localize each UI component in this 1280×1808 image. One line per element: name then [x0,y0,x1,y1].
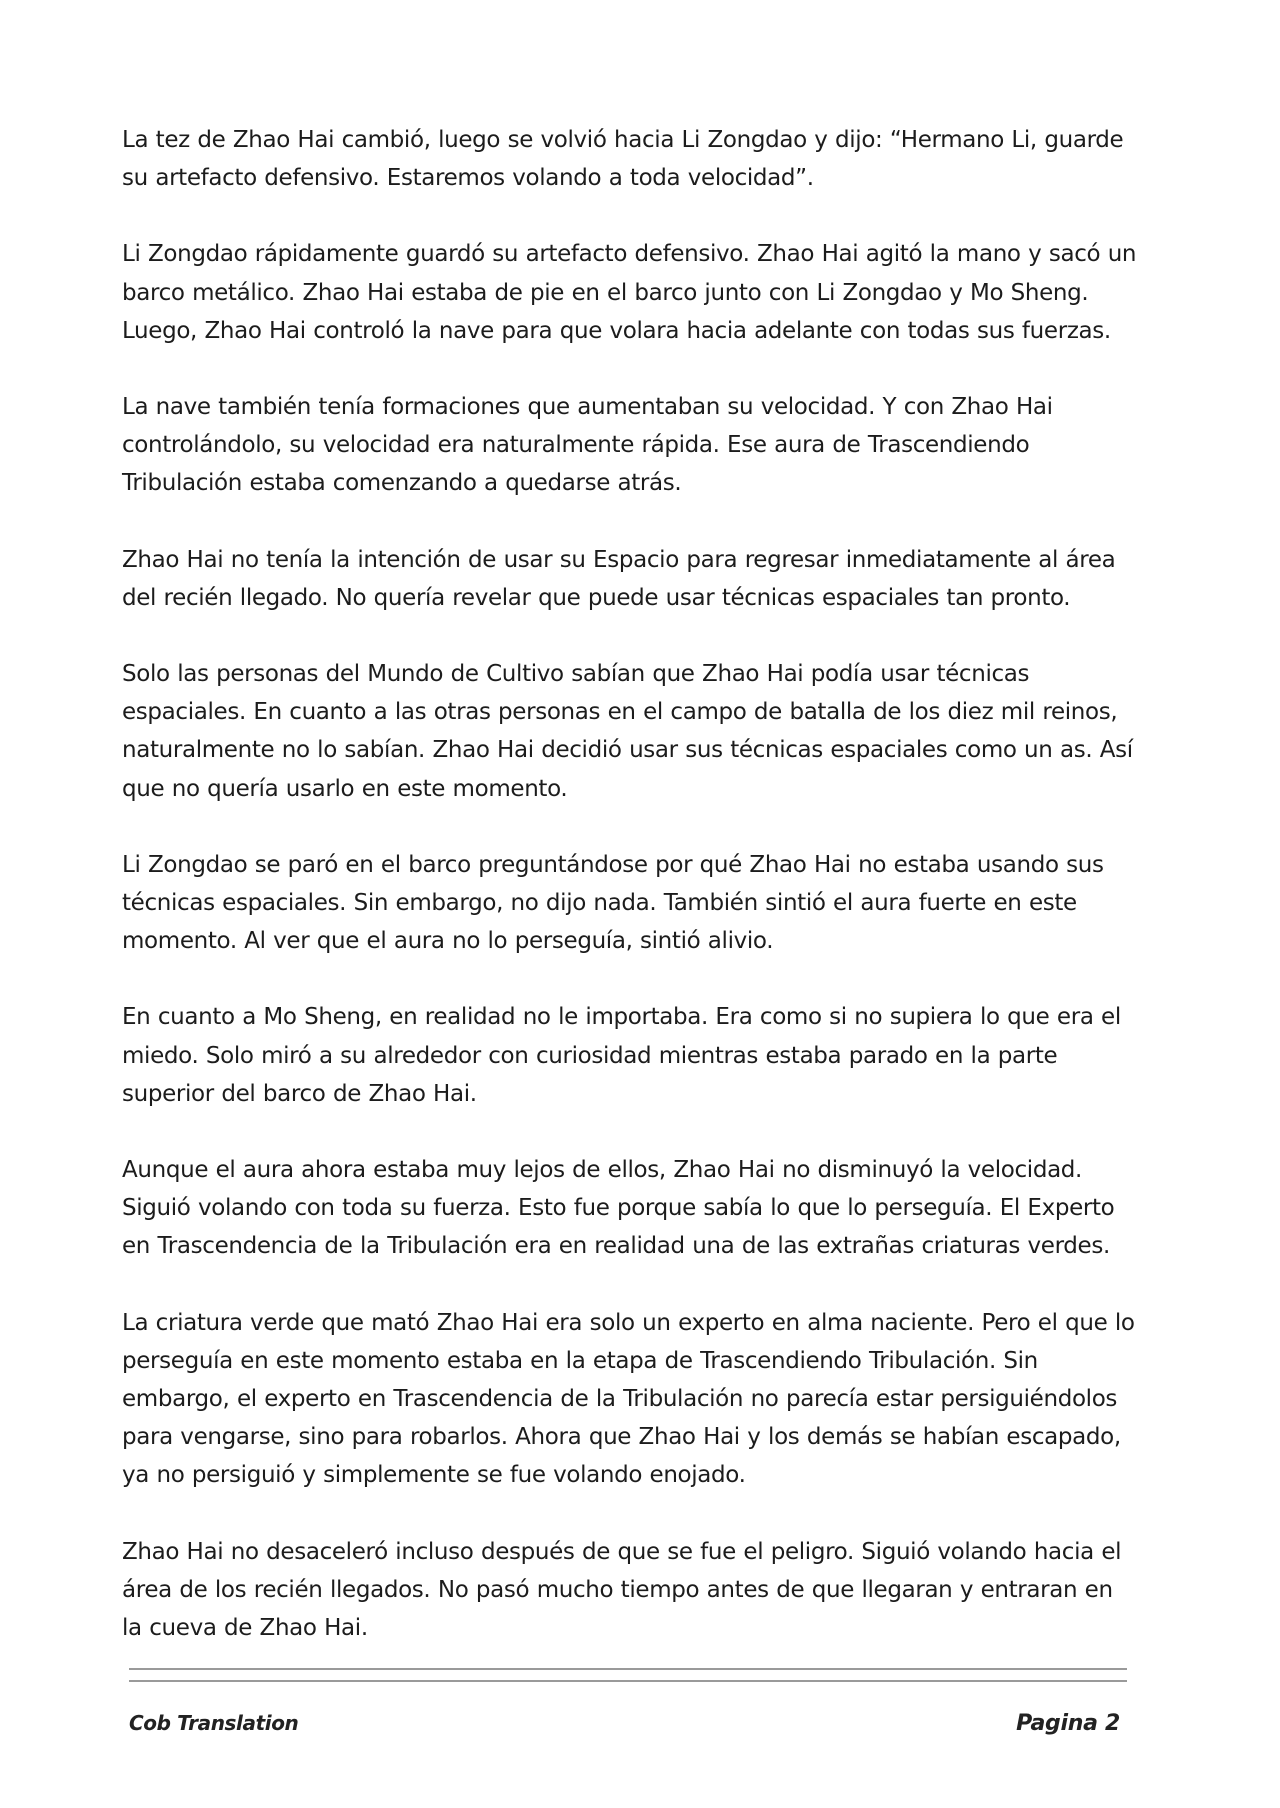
footer-translator-credit: Cob Translation [129,1711,299,1735]
paragraph: La nave también tenía formaciones que aumentaban su velocidad. Y con Zhao Hai controlándolo, su velocidad era naturalmente rápida. Ese aura de Trascendiendo Tribulación estaba comenzando a quedarse atrás. [122,394,1053,497]
footer-divider-top [129,1668,1127,1670]
paragraph: La criatura verde que mató Zhao Hai era solo un experto en alma naciente. Pero el que lo perseguía en este momento estaba en la etapa de Trascendiendo Tribulación. Sin embargo, el experto en Trascendencia de la Tribulación no parecía estar persiguiéndolos para vengarse, sino para robarlos. Ahora que Zhao Hai y los demás se habían escapado, ya no persiguió y simplemente se fue volando enojado. [122,1309,1135,1489]
paragraph: Aunque el aura ahora estaba muy lejos de ellos, Zhao Hai no disminuyó la velocidad. Siguió volando con toda su fuerza. Esto fue porque sabía lo que lo perseguía. El Experto en Trascendencia de la Tribulación era en realidad una de las extrañas criaturas verdes. [122,1157,1115,1260]
paragraph: Li Zongdao se paró en el barco preguntándose por qué Zhao Hai no estaba usando sus técnicas espaciales. Sin embargo, no dijo nada. También sintió el aura fuerte en este momento. Al ver que el aura no lo perseguía, sintió alivio. [122,851,1104,955]
paragraph: Li Zongdao rápidamente guardó su artefacto defensivo. Zhao Hai agitó la mano y sacó un barco metálico. Zhao Hai estaba de pie en el barco junto con Li Zongdao y Mo Sheng. Luego, Zhao Hai controló la nave para que volara hacia adelante con todas sus fuerzas. [122,241,1137,344]
paragraph: Solo las personas del Mundo de Cultivo sabían que Zhao Hai podía usar técnicas espaciales. En cuanto a las otras personas en el campo de batalla de los diez mil reinos, naturalmente no lo sabían. Zhao Hai decidió usar sus técnicas espaciales como un as. Así que no quería usarlo en este momento. [122,661,1133,802]
paragraph: En cuanto a Mo Sheng, en realidad no le importaba. Era como si no supiera lo que era el miedo. Solo miró a su alrededor con curiosidad mientras estaba parado en la parte superior del barco de Zhao Hai. [122,1004,1121,1107]
paragraph: Zhao Hai no desaceleró incluso después de que se fue el peligro. Siguió volando hacia el área de los recién llegados. No pasó mucho tiempo antes de que llegaran y entraran en la cueva de Zhao Hai. [122,1538,1122,1642]
paragraph: Zhao Hai no tenía la intención de usar su Espacio para regresar inmediatamente al área del recién llegado. No quería revelar que puede usar técnicas espaciales tan pronto. [122,546,1116,611]
body-text [122,121,1137,1685]
paragraph: La tez de Zhao Hai cambió, luego se volvió hacia Li Zongdao y dijo: “Hermano Li, guarde su artefacto defensivo. Estaremos volando a toda velocidad”. [122,127,1124,192]
footer-divider-bottom [129,1680,1127,1682]
footer-page-number: Pagina 2 [1016,1711,1120,1736]
